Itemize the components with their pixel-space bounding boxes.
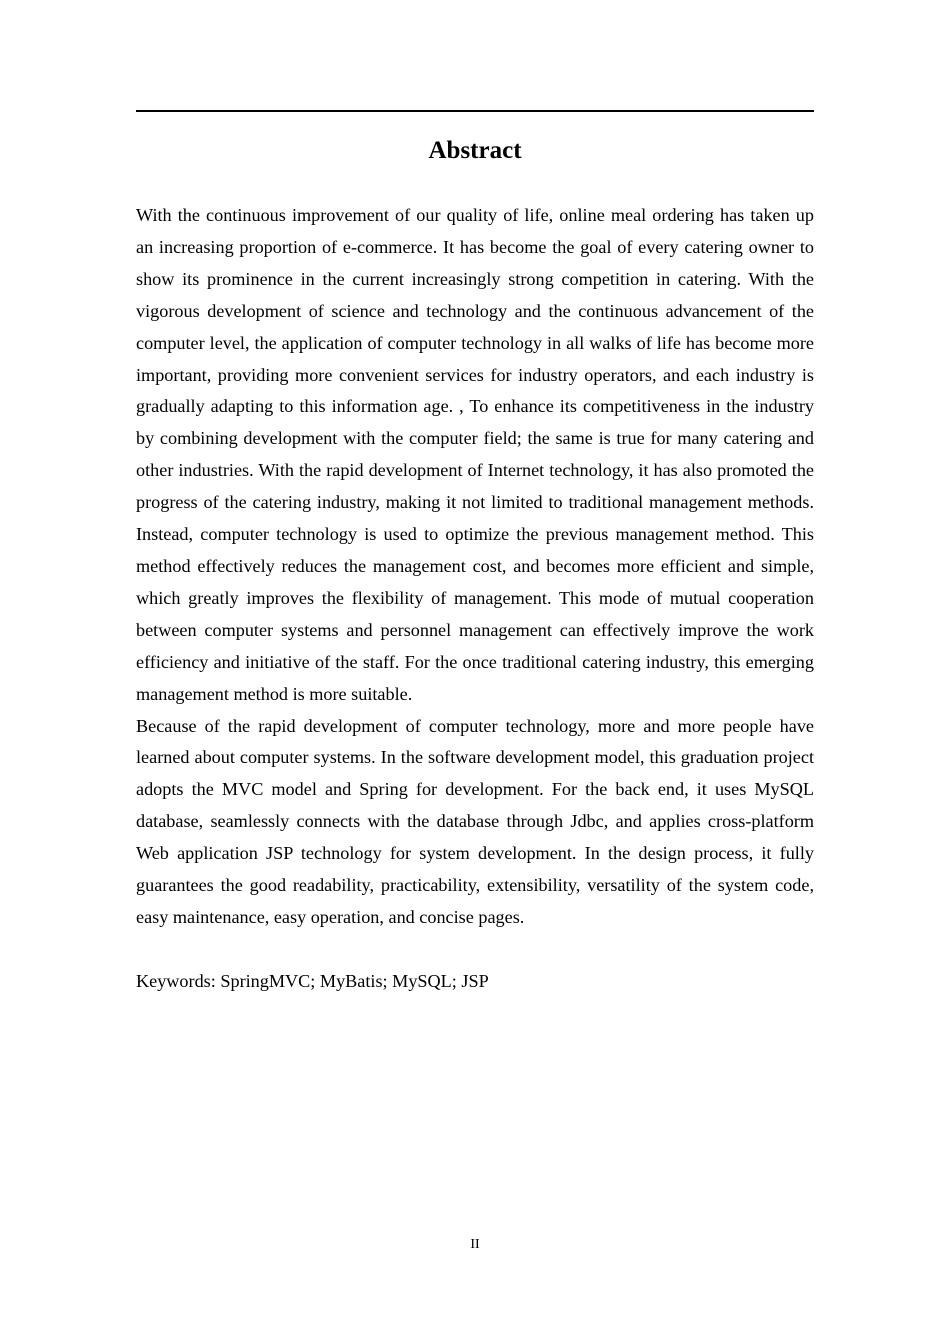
abstract-paragraph-1: With the continuous improvement of our quality of life, online meal ordering has taken up an increasing proportion of e-commerce. It has become the goal of every catering owner to show its prominence in the current increasingly strong competition in catering. With the vigorous development of science and technology and the continuous advancement of the computer level, the application of computer technology in all walks of life has become more important, providing more convenient services for industry operators, and each industry is gradually adapting to this information age. , To enhance its competitiveness in the industry by combining development with the computer field; the same is true for many catering and other industries. With the rapid development of Internet technology, it has also promoted the progress of the catering industry, making it not limited to traditional management methods. Instead, computer technology is used to optimize the previous management method. This method effectively reduces the management cost, and becomes more efficient and simple, which greatly improves the flexibility of management. This mode of mutual cooperation between computer systems and personnel management can effectively improve the work efficiency and initiative of the staff. For the once traditional catering industry, this emerging management method is more suitable. bbox=[136, 205, 814, 704]
abstract-paragraph-2: Because of the rapid development of computer technology, more and more people have learned about computer systems. In the software development model, this graduation project adopts the MVC model and Spring for development. For the back end, it uses MySQL database, seamlessly connects with the database through Jdbc, and applies cross-platform Web application JSP technology for system development. In the design process, it fully guarantees the good readability, practicability, extensibility, versatility of the system code, easy maintenance, easy operation, and concise pages. bbox=[136, 715, 814, 927]
header-rule bbox=[136, 110, 814, 112]
abstract-body bbox=[136, 200, 814, 998]
keywords-line: Keywords: SpringMVC; MyBatis; MySQL; JSP bbox=[136, 970, 489, 991]
abstract-title: Abstract bbox=[428, 137, 522, 164]
page-number: II bbox=[470, 1237, 480, 1252]
